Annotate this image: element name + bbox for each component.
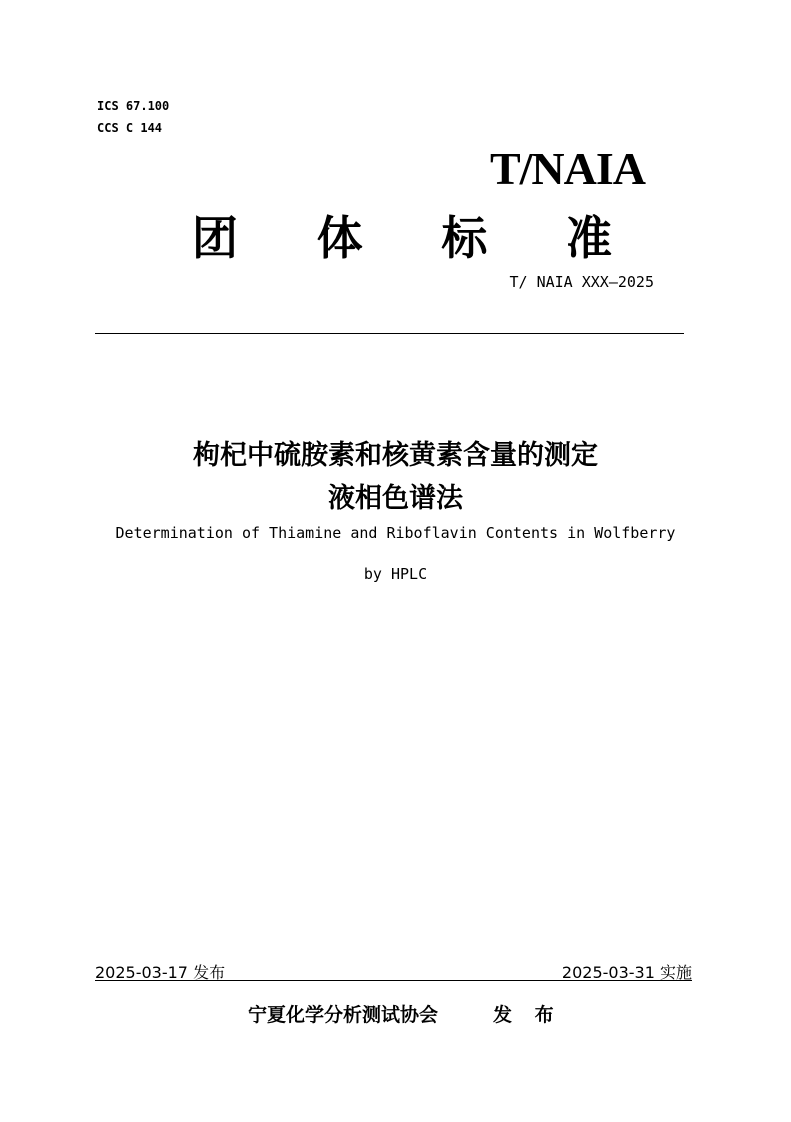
- publisher-name: 宁夏化学分析测试协会: [248, 1004, 439, 1026]
- publisher-action: 发 布: [493, 1004, 562, 1026]
- standard-kind-heading: [192, 202, 612, 268]
- standard-kind-char: 准: [565, 211, 612, 265]
- standard-brand: T/NAIA: [489, 143, 645, 194]
- ccs-code: CCS C 144: [97, 121, 163, 135]
- implement-date: 2025-03-31 实施: [561, 963, 692, 982]
- header-divider: [95, 333, 684, 334]
- title-en-line2: by HPLC: [363, 565, 428, 583]
- standard-kind-char: 标: [441, 211, 488, 265]
- title-en-line1: Determination of Thiamine and Riboflavin Contents in Wolfberry: [115, 524, 676, 542]
- standard-number: T/ NAIA XXX—2025: [509, 273, 654, 291]
- standard-kind-char: 体: [316, 211, 363, 265]
- ics-code: ICS 67.100: [97, 99, 170, 113]
- title-zh-line2: 液相色谱法: [328, 483, 463, 514]
- issue-date: 2025-03-17 发布: [95, 963, 226, 982]
- standard-kind-char: 团: [192, 211, 238, 265]
- title-zh-line1: 枸杞中硫胺素和核黄素含量的测定: [193, 440, 598, 471]
- footer-divider: [95, 980, 692, 981]
